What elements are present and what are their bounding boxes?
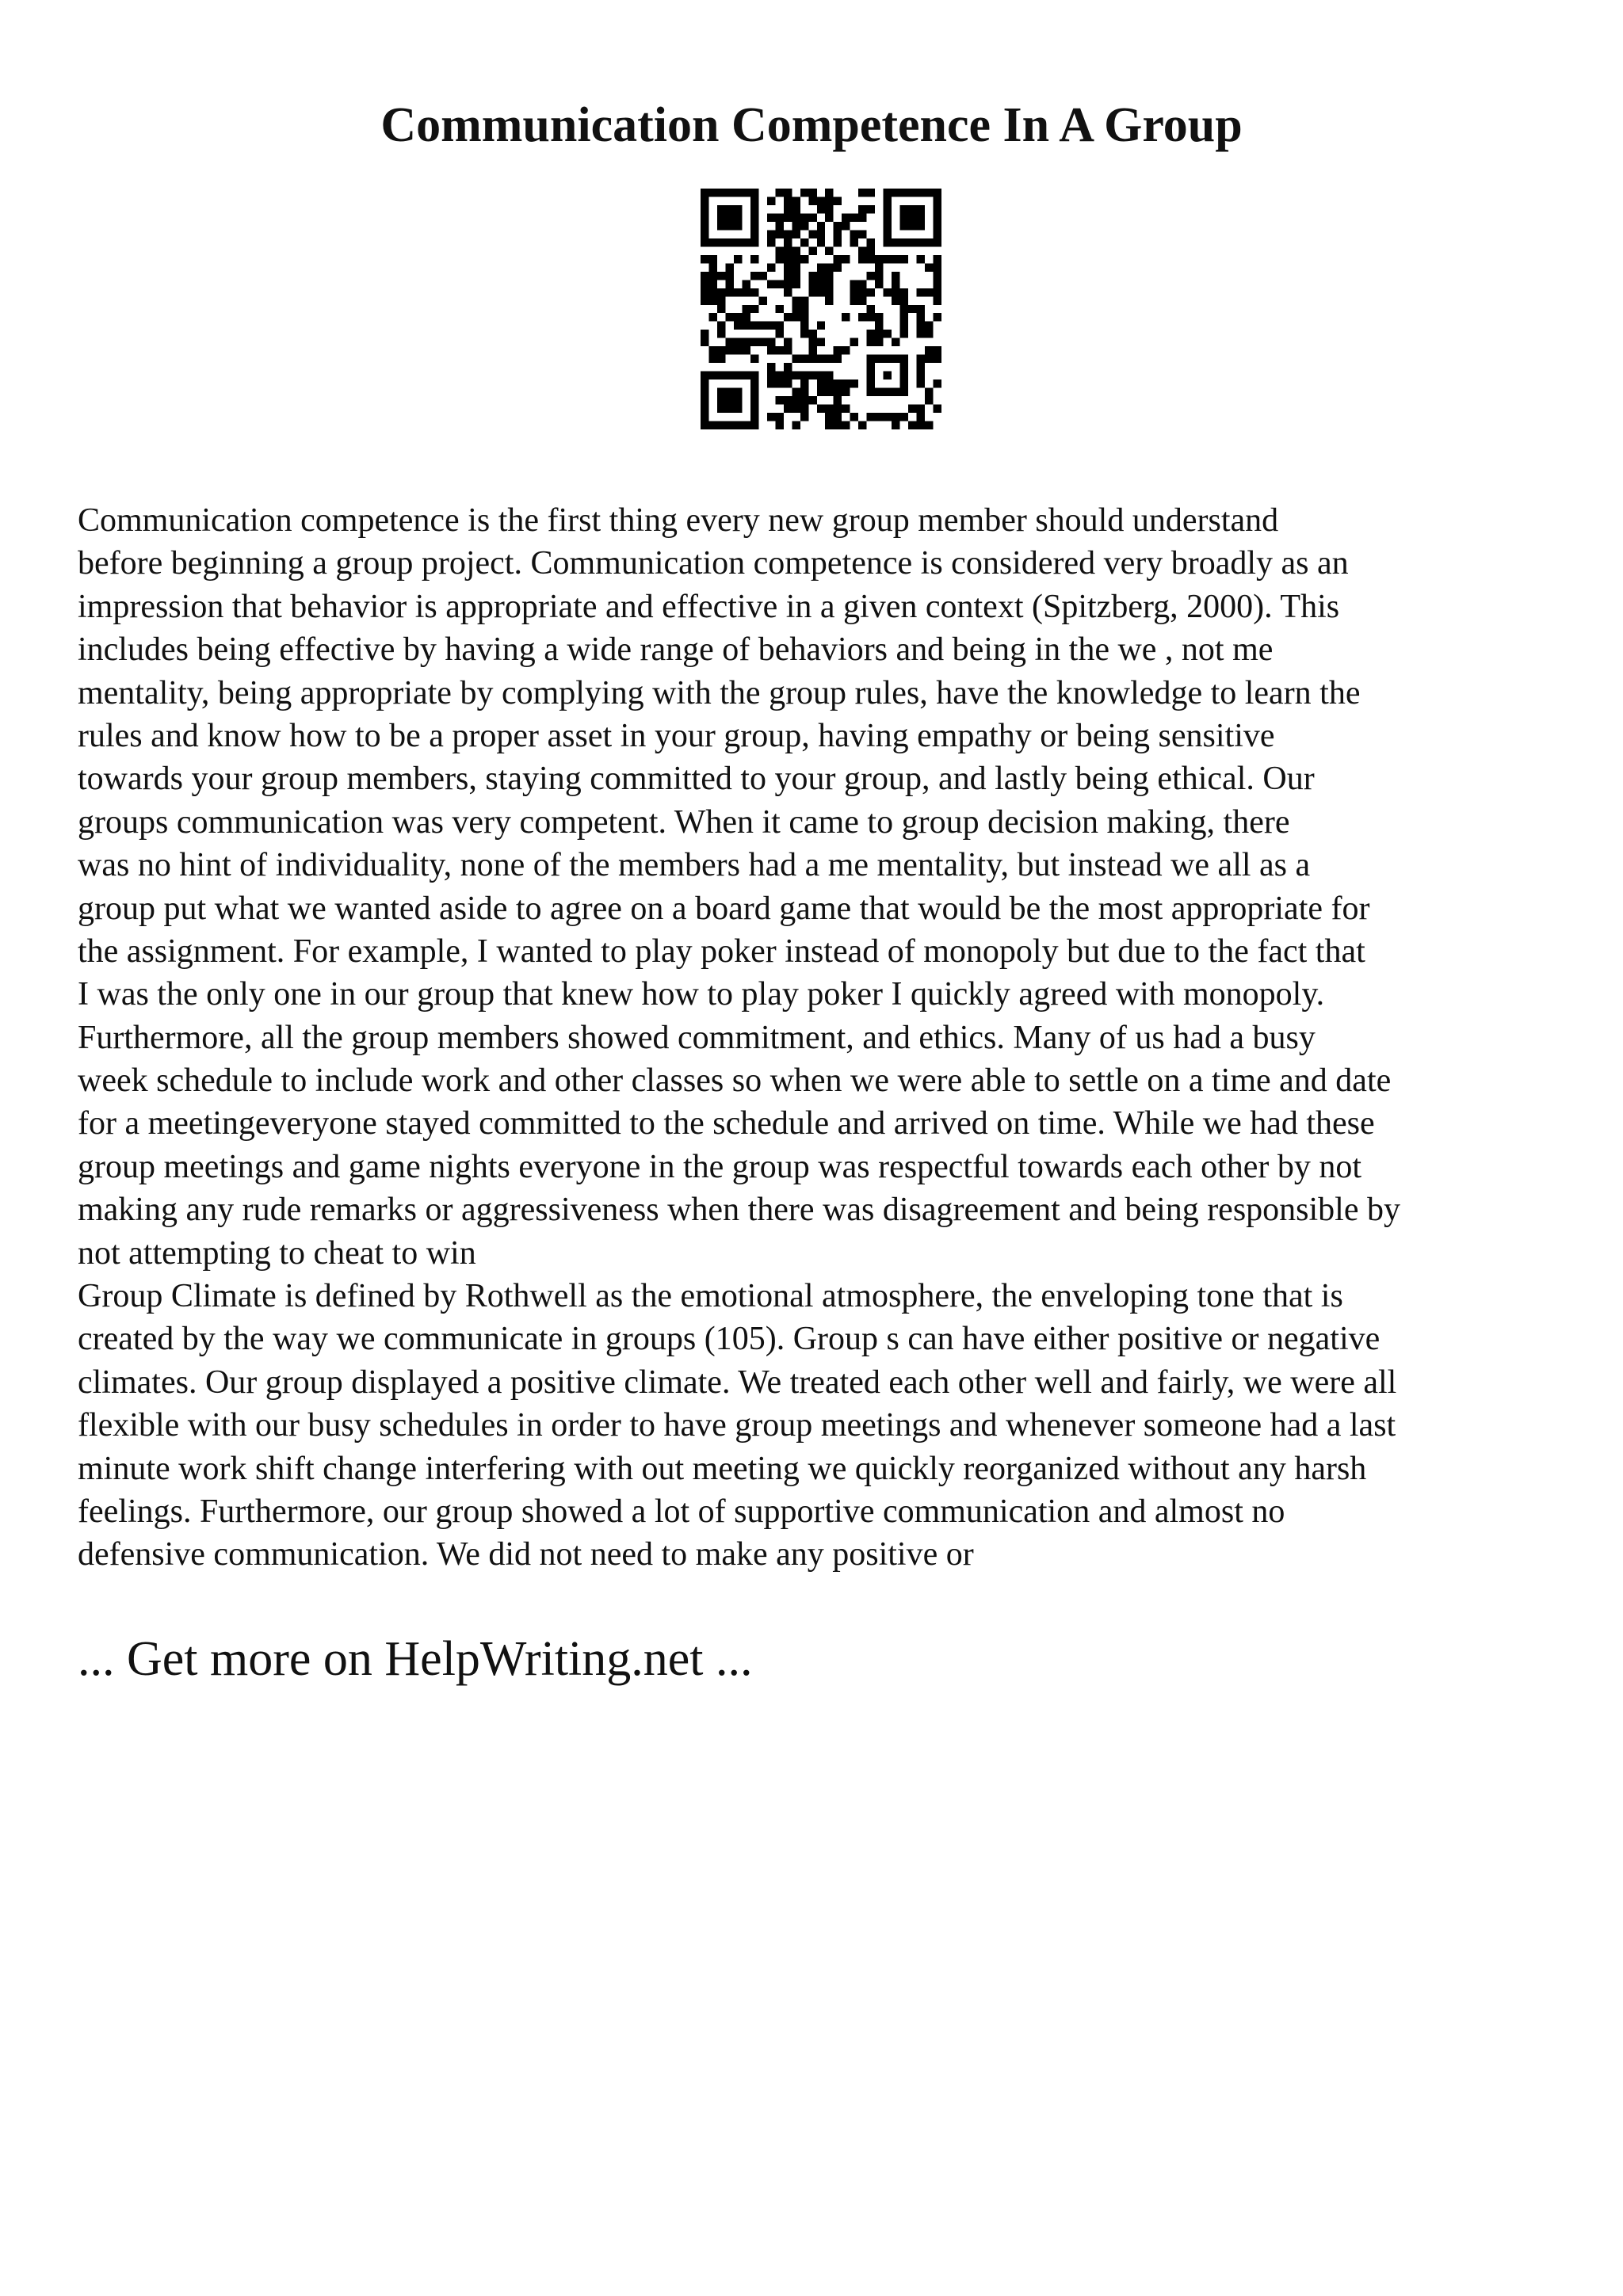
body-line: includes being effective by having a wide range of behaviors and being in the we , not me (78, 631, 1274, 669)
body-line: defensive communication. We did not need to make any positive or (78, 1536, 974, 1573)
body-line: I was the only one in our group that knew how to play poker I quickly agreed with monopoly. (78, 976, 1325, 1013)
body-line: Group Climate is defined by Rothwell as the emotional atmosphere, the enveloping tone that is (78, 1278, 1343, 1315)
body-line: group put what we wanted aside to agree on a board game that would be the most appropriate for (78, 890, 1370, 927)
body-line: created by the way we communicate in groups (105). Group s can have either positive or negative (78, 1321, 1381, 1358)
body-line: group meetings and game nights everyone in the group was respectful towards each other by not (78, 1148, 1362, 1185)
body-line: minute work shift change interfering with out meeting we quickly reorganized without any harsh (78, 1450, 1367, 1487)
body-line: flexible with our busy schedules in order to have group meetings and whenever someone had a last (78, 1407, 1396, 1444)
body-line: climates. Our group displayed a positive climate. We treated each other well and fairly, we were all (78, 1363, 1397, 1401)
body-line: was no hint of individuality, none of the members had a me mentality, but instead we all as a (78, 847, 1311, 884)
body-line: groups communication was very competent. When it came to group decision making, there (78, 803, 1290, 841)
body-line: for a meetingeveryone stayed committed to the schedule and arrived on time. While we had these (78, 1105, 1375, 1142)
body-line: week schedule to include work and other classes so when we were able to settle on a time and date (78, 1062, 1392, 1100)
essay-body (78, 499, 1552, 1577)
body-line: making any rude remarks or aggressiveness when there was disagreement and being responsible by (78, 1192, 1400, 1229)
get-more-link[interactable]: ... Get more on HelpWriting.net ... (78, 1632, 753, 1686)
body-line: feelings. Furthermore, our group showed a lot of supportive communication and almost no (78, 1493, 1285, 1530)
page-title: Communication Competence In A Group (380, 98, 1243, 152)
body-line: the assignment. For example, I wanted to play poker instead of monopoly but due to the fact that (78, 933, 1365, 970)
body-line: mentality, being appropriate by complying with the group rules, have the knowledge to learn the (78, 674, 1361, 711)
body-line: towards your group members, staying committed to your group, and lastly being ethical. Our (78, 761, 1315, 798)
qr-code-icon (701, 189, 941, 429)
body-line: Communication competence is the first thing every new group member should understand (78, 502, 1279, 539)
body-line: not attempting to cheat to win (78, 1234, 476, 1272)
body-line: rules and know how to be a proper asset in your group, having empathy or being sensitive (78, 717, 1275, 754)
body-line: before beginning a group project. Communication competence is considered very broadly as an (78, 545, 1349, 582)
body-line: impression that behavior is appropriate and effective in a given context (Spitzberg, 2000). This (78, 588, 1340, 625)
body-line: Furthermore, all the group members showed commitment, and ethics. Many of us had a busy (78, 1019, 1316, 1056)
